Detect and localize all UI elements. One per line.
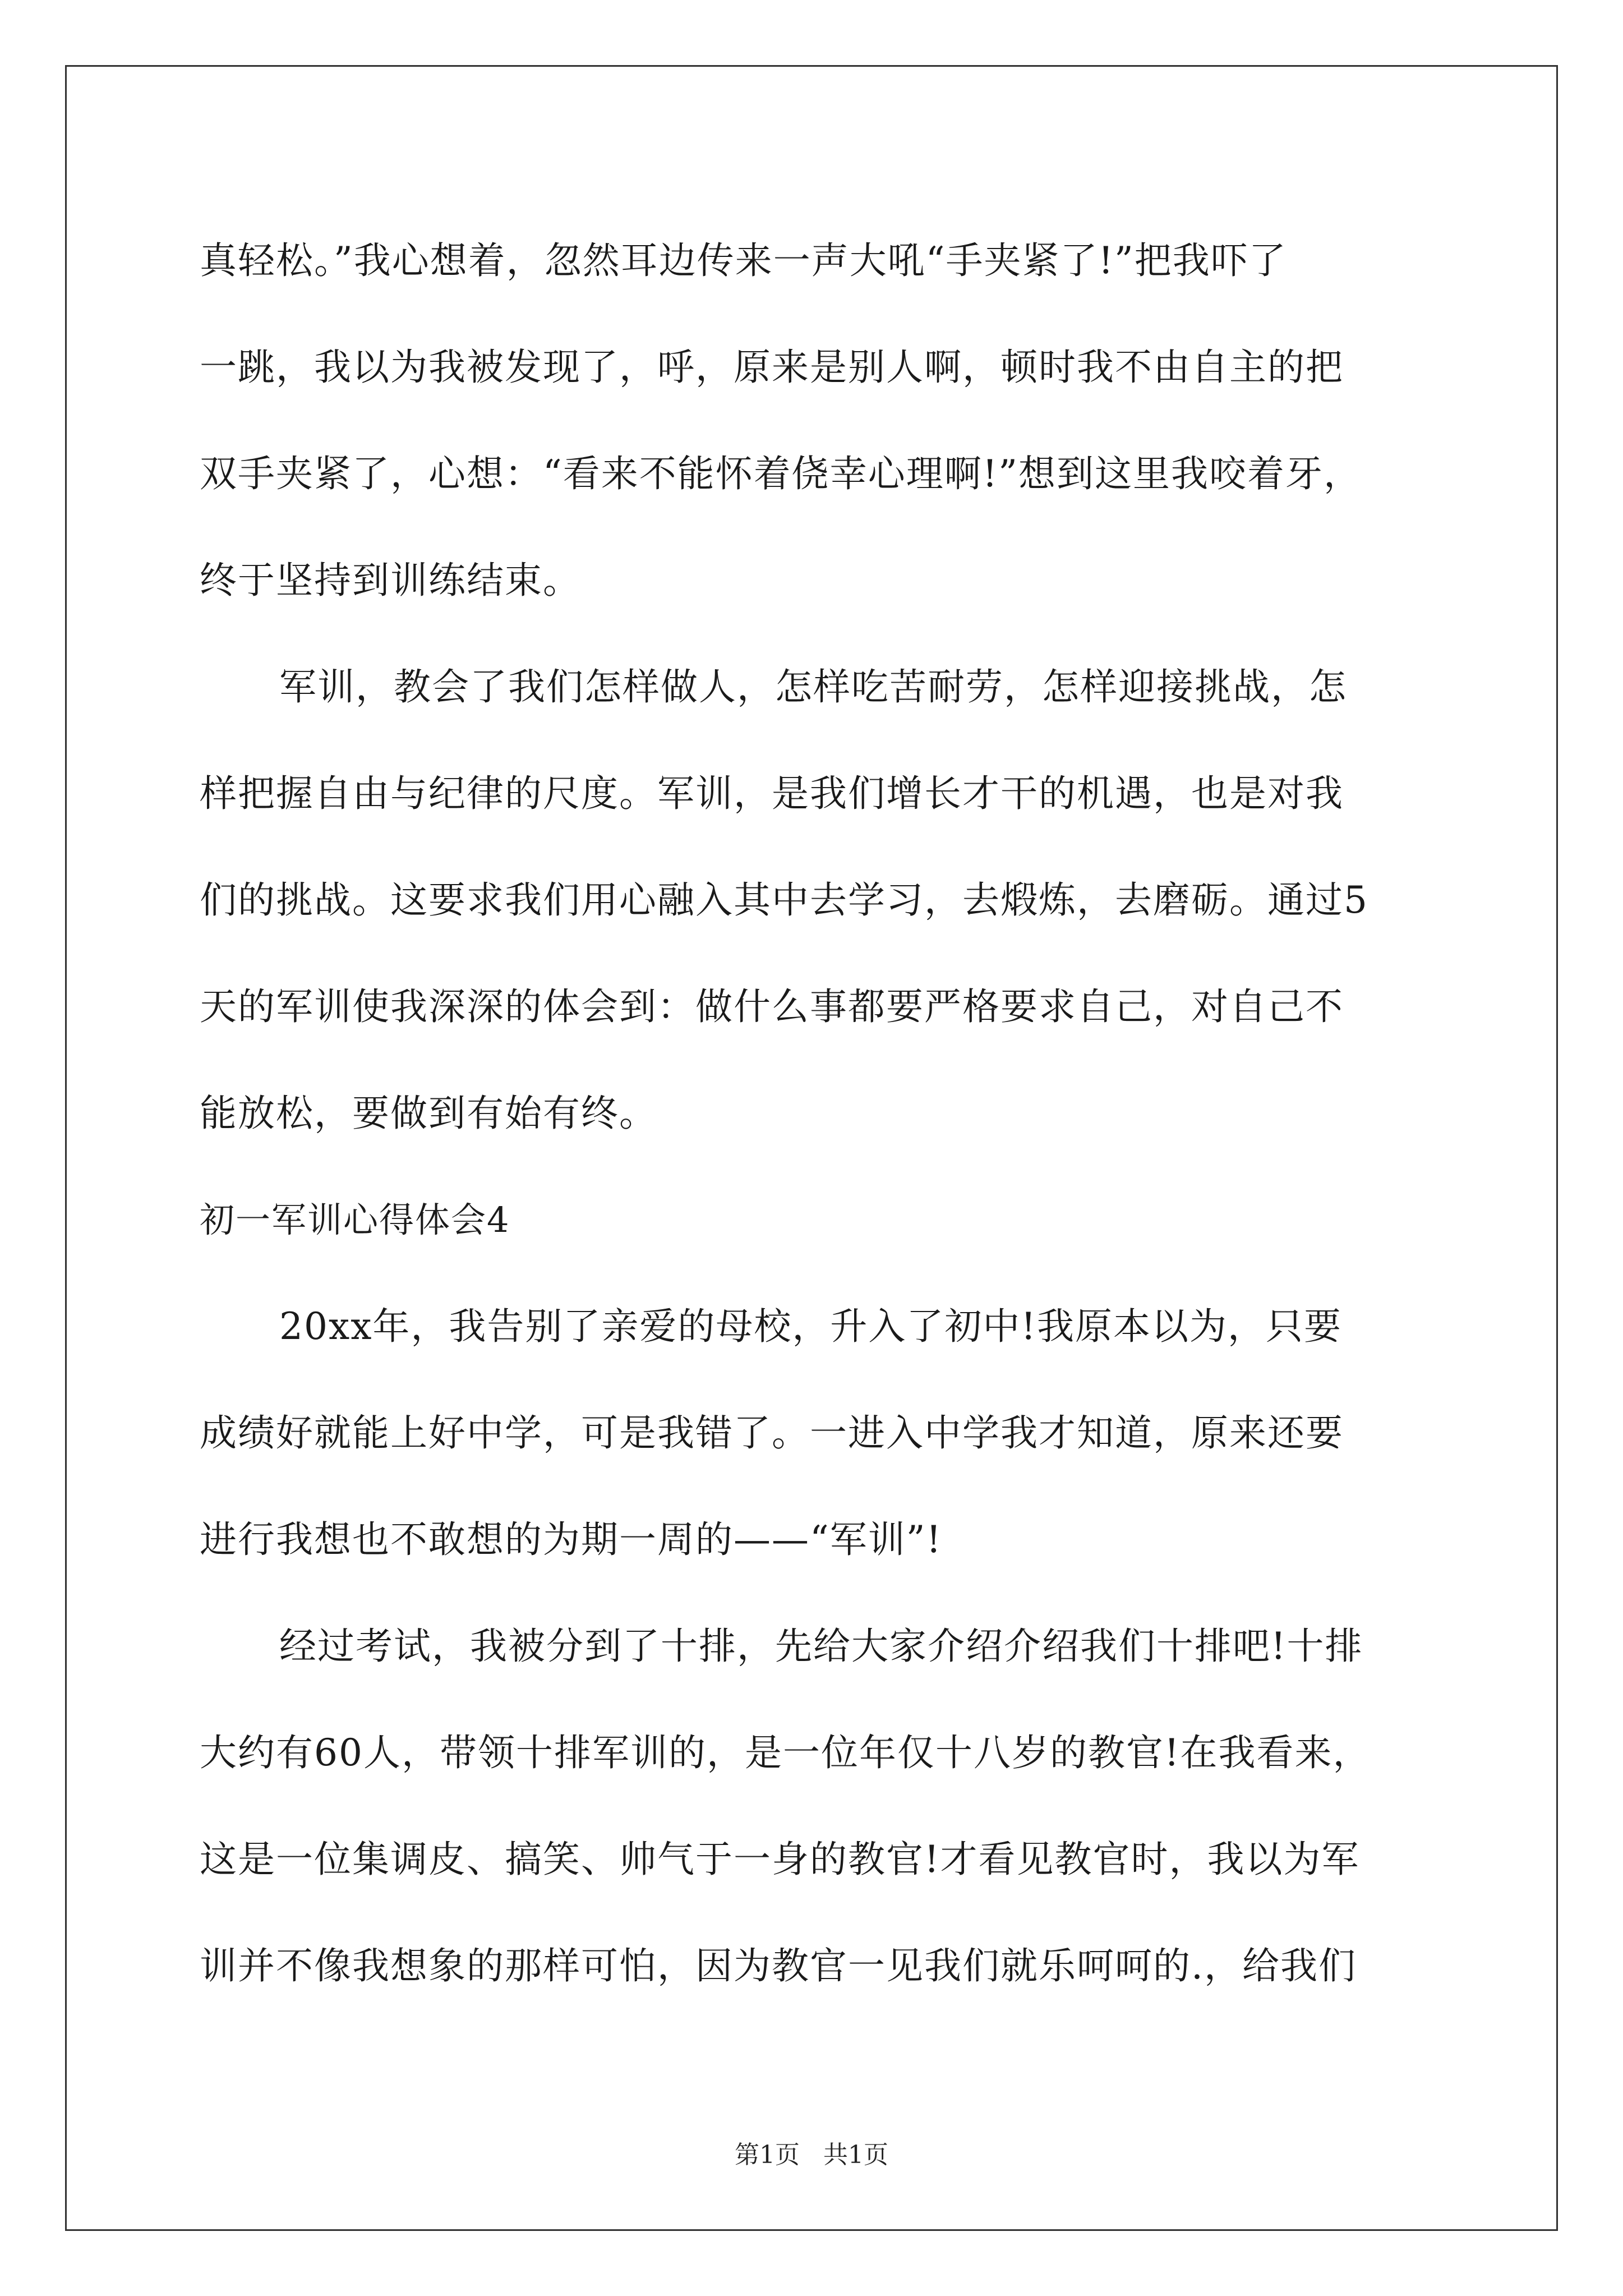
- text-line: 能放松，要做到有始有终。: [200, 1092, 657, 1135]
- text-line: 真轻松。”我心想着，忽然耳边传来一声大吼“手夹紧了!”把我吓了: [200, 239, 1287, 282]
- page-total: 共1页: [823, 2141, 888, 2169]
- document-body: [200, 208, 1456, 2019]
- page-footer: [0, 2138, 1623, 2172]
- text-line: 天的军训使我深深的体会到：做什么事都要严格要求自己，对自己不: [200, 985, 1344, 1028]
- text-line: 们的挑战。这要求我们用心融入其中去学习，去煅炼，去磨砺。通过5: [200, 878, 1368, 922]
- text-line: 这是一位集调皮、搞笑、帅气于一身的教官!才看见教官时，我以为军: [200, 1838, 1360, 1881]
- paragraph-first-line: 经过考试，我被分到了十排，先给大家介绍介绍我们十排吧!十排: [279, 1625, 1363, 1668]
- text-line: 训并不像我想象的那样可怕，因为教官一见我们就乐呵呵的.，给我们: [200, 1944, 1357, 1987]
- paragraph-first-line: 军训，教会了我们怎样做人，怎样吃苦耐劳，怎样迎接挑战，怎: [279, 665, 1347, 708]
- text-line: 进行我想也不敢想的为期一周的——“军训”!: [200, 1518, 943, 1561]
- text-line: 一跳，我以为我被发现了，呼，原来是别人啊，顿时我不由自主的把: [200, 346, 1344, 389]
- text-line: 终于坚持到训练结束。: [200, 559, 581, 602]
- section-heading: 初一军训心得体会4: [200, 1199, 510, 1240]
- page-number: 第1页: [735, 2141, 800, 2169]
- text-line: 样把握自由与纪律的尺度。军训，是我们增长才干的机遇，也是对我: [200, 772, 1344, 815]
- paragraph-first-line: 20xx年，我告别了亲爱的母校，升入了初中!我原本以为，只要: [279, 1305, 1342, 1348]
- text-line: 成绩好就能上好中学，可是我错了。一进入中学我才知道，原来还要: [200, 1411, 1344, 1455]
- text-line: 双手夹紧了，心想：“看来不能怀着侥幸心理啊!”想到这里我咬着牙，: [200, 452, 1362, 495]
- text-line: 大约有60人，带领十排军训的，是一位年仅十八岁的教官!在我看来，: [200, 1731, 1371, 1774]
